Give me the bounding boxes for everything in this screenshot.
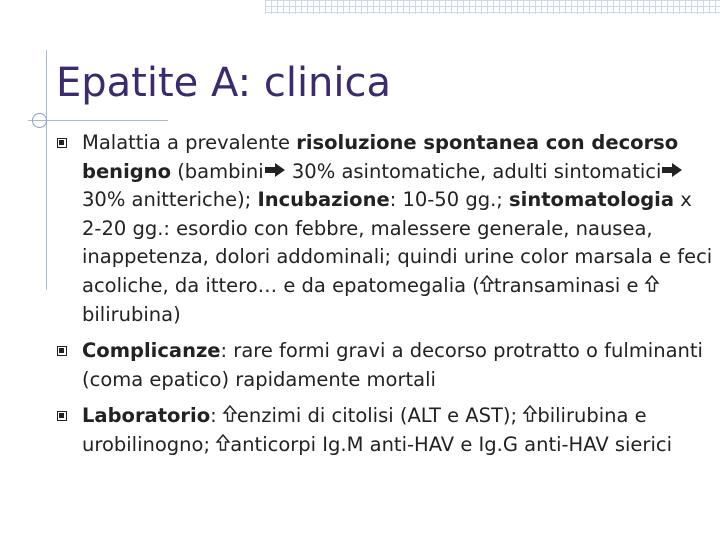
bullet-square-icon [57, 346, 67, 356]
text-run: : 10-50 gg.; [389, 188, 510, 212]
arrow-up-outline-icon [480, 272, 494, 301]
text-run: 30% anitteriche); [82, 188, 258, 212]
bullet-square-icon [57, 138, 67, 148]
text-run: (bambini [171, 159, 264, 183]
decor-horizontal-line [28, 120, 168, 121]
arrow-up-outline-icon [216, 431, 230, 460]
bold-term: risoluzione spontanea con decorso benigno [82, 131, 679, 183]
slide-title: Epatite A: clinica [56, 60, 392, 106]
text-run: 30% asintomatiche, adulti sintomatici [285, 159, 662, 183]
arrow-up-outline-icon [223, 402, 237, 431]
bullet-item [56, 337, 716, 394]
text-run: : rare formi gravi a decorso protratto o fulminanti (coma epatico) rapidamente mortali [82, 339, 703, 391]
bold-term: Complicanze [82, 339, 221, 363]
bold-term: sintomatologia [509, 188, 675, 212]
bullet-square-icon [57, 411, 67, 421]
text-run: : [210, 404, 223, 428]
bullet-item [56, 402, 716, 459]
text-run: x 2-20 gg.: esordio con febbre, malessere generale, nausea, inappetenza, dolori addominali; quindi urine color marsala e feci acoliche, da ittero… e da epatomegalia ( [82, 188, 713, 297]
arrow-up-outline-icon [645, 272, 659, 301]
text-run: enzimi di citolisi (ALT e AST); [236, 404, 524, 428]
arrow-up-outline-icon [523, 402, 537, 431]
text-run: bilirubina e urobilinogno; [82, 404, 647, 456]
arrow-right-icon [264, 158, 286, 187]
bold-term: Laboratorio [82, 404, 211, 428]
arrow-right-icon [661, 158, 683, 187]
background-grid-patch [265, 0, 720, 14]
text-run: bilirubina) [82, 302, 181, 326]
bullet-item [56, 129, 716, 329]
text-run: transaminasi e [493, 273, 645, 297]
decor-circle [32, 113, 47, 128]
text-run: anticorpi Ig.M anti-HAV e Ig.G anti-HAV sierici [230, 432, 673, 456]
decor-vertical-line [46, 50, 47, 290]
text-run: Malattia a prevalente [82, 131, 297, 154]
bold-term: Incubazione [257, 188, 390, 212]
bullet-list [56, 129, 716, 468]
